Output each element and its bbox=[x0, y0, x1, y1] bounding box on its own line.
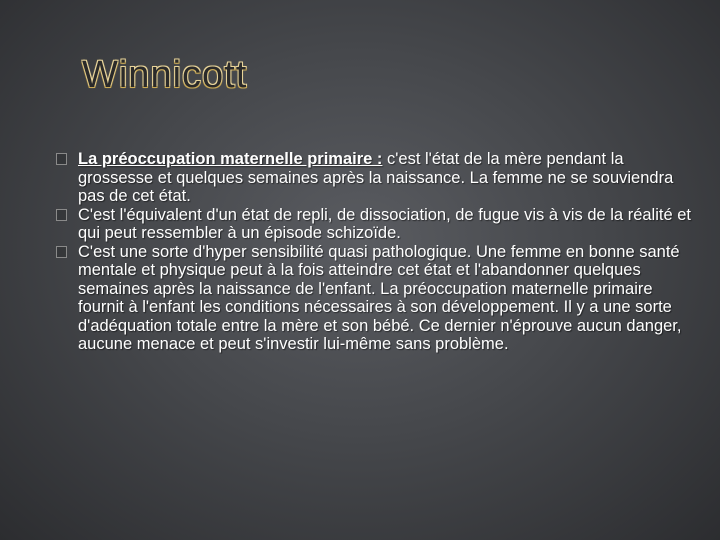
bullet-box-icon bbox=[56, 153, 67, 165]
bullet-box-icon bbox=[56, 246, 67, 258]
bullet-lead-text: La préoccupation maternelle primaire : bbox=[78, 150, 383, 168]
bullet-item bbox=[56, 206, 696, 243]
bullet-box-icon bbox=[56, 209, 67, 221]
bullet-item bbox=[56, 150, 696, 206]
bullet-item bbox=[56, 243, 696, 354]
bullet-text: c'est l'état de la mère pendant la grossesse et quelques semaines après la naissance. La femme ne se souviendra pas de cet état. bbox=[78, 150, 674, 205]
bullet-text: C'est une sorte d'hyper sensibilité quasi pathologique. Une femme en bonne santé mentale et physique peut à la fois atteindre cet état et l'abandonner quelques semaines après la naissance de l'enfant. La préoccupation maternelle primaire fournit à l'enfant les conditions nécessaires à son développement. Il y a une sorte d'adéquation totale entre la mère et son bébé. Ce dernier n'éprouve aucun danger, aucune menace et peut s'investir lui-même sans problème. bbox=[78, 242, 682, 353]
slide-title: Winnicott bbox=[82, 54, 248, 96]
bullet-text: C'est l'équivalent d'un état de repli, de dissociation, de fugue vis à vis de la réalité et qui peut ressembler à un épisode schizoïde. bbox=[78, 205, 691, 242]
bullet-list bbox=[56, 150, 696, 354]
